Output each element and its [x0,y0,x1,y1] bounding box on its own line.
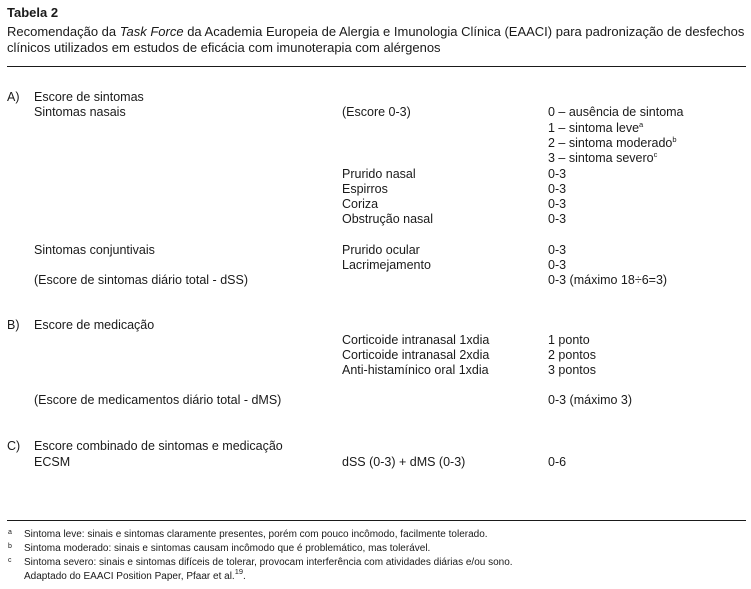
caption-italic-term: Task Force [119,24,184,39]
medication-label: Corticoide intranasal 2xdia [342,348,490,362]
footnote-mark: a [639,120,644,129]
dms-total-label: (Escore de medicamentos diário total - dMS) [34,393,282,407]
scale-item: 3 – sintoma severo$^c$ [548,150,658,165]
medication-label: Anti-histamínico oral 1xdia [342,363,489,377]
top-rule [7,66,746,67]
nasal-item-label: Prurido nasal [342,167,416,181]
dss-total-value: 0-3 (máximo 18÷6=3) [548,273,668,287]
footnote-mark: c [653,150,658,159]
source-text: Adaptado do EAACI Position Paper, Pfaar et al.$^{19}$. [24,567,246,582]
scale-item: 0 – ausência de sintoma [548,105,684,119]
medication-points: 1 ponto [548,333,590,347]
section-c-letter: C) [7,439,21,453]
nasal-symptoms-label: Sintomas nasais [34,105,126,119]
footnote-text: Sintoma severo: sinais e sintomas difíceis de tolerar, provocam interferência com atividades diárias e/ou sono. [24,557,513,568]
section-a-letter: A) [7,90,20,104]
medication-label: Corticoide intranasal 1xdia [342,333,490,347]
reference-mark: 19 [234,567,244,576]
footnote-text: Sintoma leve: sinais e sintomas claramente presentes, porém com pouco incômodo, facilmente tolerado. [24,529,488,540]
ecsm-label: ECSM [34,455,71,469]
medication-points: 3 pontos [548,363,596,377]
nasal-item-label: Coriza [342,197,379,211]
nasal-item-value: 0-3 [548,212,567,226]
ecsm-value: 0-6 [548,455,567,469]
nasal-item-value: 0-3 [548,167,567,181]
caption-text-end: da Academia Europeia de Alergia e Imunologia Clínica (EAACI) para padronização de desfechos clínicos utilizados em estudos de eficácia com imunoterapia com alérgenos [7,24,745,55]
dms-total-value: 0-3 (máximo 3) [548,393,633,407]
medication-points: 2 pontos [548,348,596,362]
table-label: Tabela 2 [7,5,59,20]
bottom-rule [7,520,746,521]
nasal-item-value: 0-3 [548,197,567,211]
nasal-item-label: Espirros [342,182,388,196]
ecsm-formula: dSS (0-3) + dMS (0-3) [342,455,466,469]
footnote-mark: b [672,135,677,144]
section-a-heading: Escore de sintomas [34,90,144,104]
section-b-letter: B) [7,318,20,332]
conj-item-value: 0-3 [548,243,567,257]
footnote-mark: c [8,557,12,564]
footnote-text: Sintoma moderado: sinais e sintomas causam incômodo que é problemático, mas tolerável. [24,543,431,554]
scale-item: 2 – sintoma moderado$^b$ [548,135,677,150]
dss-total-label: (Escore de sintomas diário total - dSS) [34,273,248,287]
nasal-item-label: Obstrução nasal [342,212,434,226]
conj-item-value: 0-3 [548,258,567,272]
table-caption [7,24,747,56]
section-b-heading: Escore de medicação [34,318,155,332]
conjunctival-symptoms-label: Sintomas conjuntivais [34,243,155,257]
footnote-mark: b [8,543,12,550]
nasal-item-value: 0-3 [548,182,567,196]
scale-item: 1 – sintoma leve$^a$ [548,120,644,135]
caption-text-start: Recomendação da [7,24,120,39]
scale-label: (Escore 0-3) [342,105,411,119]
section-c-heading: Escore combinado de sintomas e medicação [34,439,283,453]
conj-item-label: Prurido ocular [342,243,420,257]
footnote-mark: a [8,529,12,536]
conj-item-label: Lacrimejamento [342,258,431,272]
